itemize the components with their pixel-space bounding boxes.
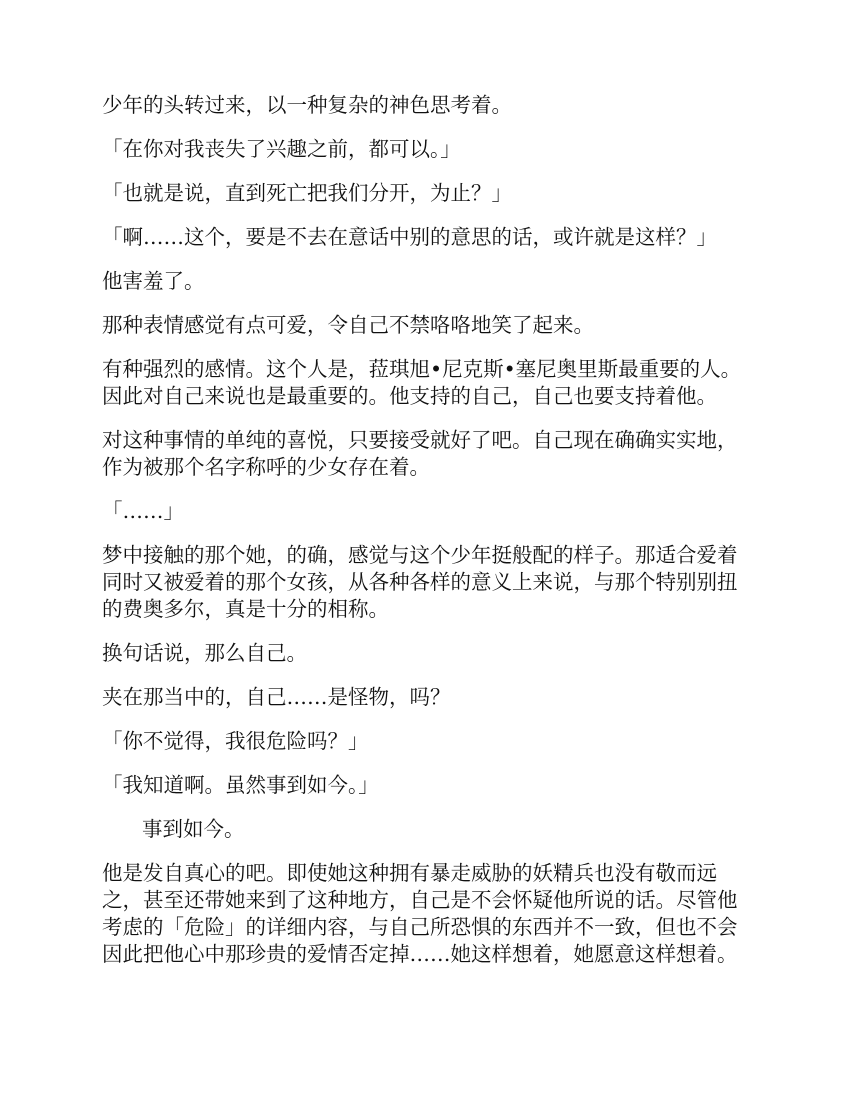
dialogue-line: 「……」 bbox=[102, 499, 184, 523]
paragraph: 梦中接触的那个她，的确，感觉与这个少年挺般配的样子。那适合爱着 同时又被爱着的那个女孩，从各种各样的意义上来说，与那个特别别扭 的费奥多尔，真是十分的相称。 bbox=[102, 543, 738, 621]
dialogue-line: 「你不觉得，我很危险吗？」 bbox=[102, 729, 369, 753]
paragraph: 他是发自真心的吧。即使她这种拥有暴走威胁的妖精兵也没有敬而远 之，甚至还带她来到了这种地方，自己是不会怀疑他所说的话。尽管他 考虑的「危险」的详细内容，与自己所恐惧的东西并不一致，但也不会 因此把他心中那珍贵的爱情否定掉……她这样想着，她愿意这样想着。 bbox=[102, 861, 738, 966]
dialogue-line: 「啊……这个，要是不去在意话中别的意思的话，或许就是这样？」 bbox=[102, 225, 717, 249]
dialogue-line: 「在你对我丧失了兴趣之前，都可以。」 bbox=[102, 137, 461, 161]
paragraph: 夹在那当中的，自己……是怪物，吗？ bbox=[102, 685, 451, 709]
paragraph: 有种强烈的感情。这个人是，菈琪旭•尼克斯•塞尼奥里斯最重要的人。 因此对自己来说也是最重要的。他支持的自己，自己也要支持着他。 bbox=[102, 357, 742, 408]
dialogue-line: 「也就是说，直到死亡把我们分开，为止？」 bbox=[102, 181, 512, 205]
document-page bbox=[102, 92, 752, 985]
dialogue-line: 「我知道啊。虽然事到如今。」 bbox=[102, 773, 379, 797]
paragraph: 换句话说，那么自己。 bbox=[102, 641, 307, 665]
paragraph: 那种表情感觉有点可爱，令自己不禁咯咯地笑了起来。 bbox=[102, 313, 594, 337]
paragraph: 他害羞了。 bbox=[102, 269, 205, 293]
paragraph: 对这种事情的单纯的喜悦，只要接受就好了吧。自己现在确确实实地， 作为被那个名字称呼的少女存在着。 bbox=[102, 428, 738, 479]
paragraph: 少年的头转过来，以一种复杂的神色思考着。 bbox=[102, 93, 512, 117]
indented-paragraph: 事到如今。 bbox=[142, 817, 245, 841]
